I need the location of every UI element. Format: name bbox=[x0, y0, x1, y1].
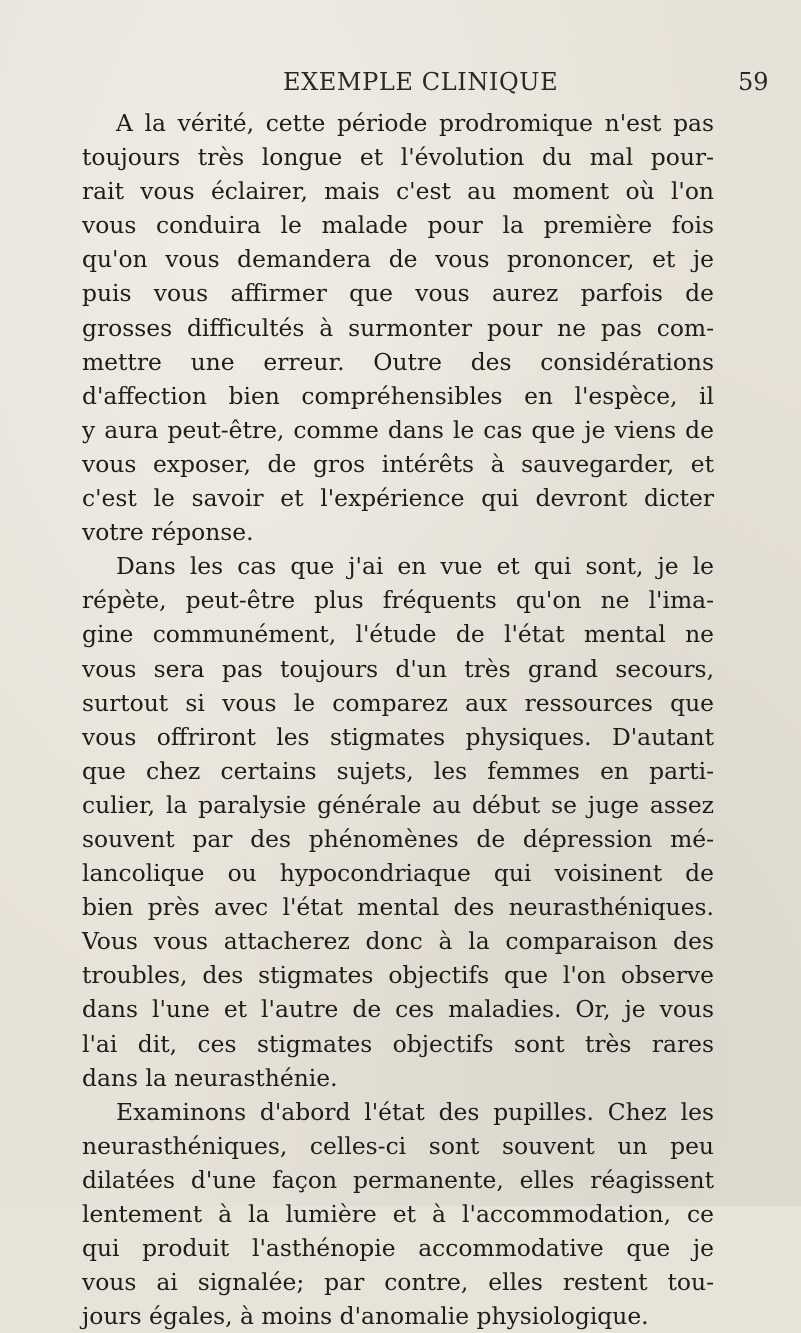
text-line-13: votre réponse. bbox=[82, 518, 254, 547]
text-line-11: vous exposer, de gros intérêts à sauvegarder, et bbox=[82, 449, 714, 478]
text-line-28: l'ai dit, ces stigmates objectifs sont très rares bbox=[82, 1029, 714, 1058]
text-line-24: bien près avec l'état mental des neurasthéniques. bbox=[82, 893, 714, 922]
text-line-18: surtout si vous le comparez aux ressources que bbox=[82, 688, 714, 717]
text-line-17: vous sera pas toujours d'un très grand secours, bbox=[82, 654, 714, 683]
text-line-6: puis vous affirmer que vous aurez parfois de bbox=[82, 279, 714, 308]
text-line-9: d'affection bien compréhensibles en l'espèce, il bbox=[82, 381, 714, 410]
text-line-21: culier, la paralysie générale au début se juge assez bbox=[82, 790, 714, 819]
text-line-4: vous conduira le malade pour la première fois bbox=[82, 211, 714, 240]
text-line-8: mettre une erreur. Outre des considérations bbox=[82, 347, 714, 376]
text-line-33: lentement à la lumière et à l'accommodation, ce bbox=[82, 1200, 714, 1228]
text-line-14: Dans les cas que j'ai en vue et qui sont, je le bbox=[116, 552, 714, 581]
text-line-27: dans l'une et l'autre de ces maladies. Or, je vous bbox=[82, 995, 714, 1024]
text-line-36: jours égales, à moins d'anomalie physiologique. bbox=[82, 1302, 649, 1331]
text-line-26: troubles, des stigmates objectifs que l'on observe bbox=[82, 961, 714, 990]
text-line-5: qu'on vous demandera de vous prononcer, et je bbox=[82, 245, 714, 274]
text-line-25: Vous vous attacherez donc à la comparaison des bbox=[82, 927, 714, 956]
page-number: 59 bbox=[738, 68, 769, 96]
text-line-15: répète, peut-être plus fréquents qu'on ne l'ima- bbox=[82, 586, 714, 615]
running-head bbox=[0, 68, 801, 102]
text-line-16: gine communément, l'étude de l'état mental ne bbox=[82, 620, 714, 649]
body-text bbox=[82, 106, 714, 1333]
text-line-35: vous ai signalée; par contre, elles restent tou- bbox=[82, 1268, 714, 1297]
text-line-31: neurasthéniques, celles-ci sont souvent un peu bbox=[82, 1131, 714, 1160]
text-line-2: toujours très longue et l'évolution du mal pour- bbox=[82, 143, 714, 172]
running-title: EXEMPLE CLINIQUE bbox=[283, 68, 559, 96]
text-line-3: rait vous éclairer, mais c'est au moment où l'on bbox=[82, 177, 714, 206]
text-line-34: qui produit l'asthénopie accommodative que je bbox=[82, 1234, 714, 1263]
text-line-1: A la vérité, cette période prodromique n'est pas bbox=[116, 109, 714, 137]
text-line-32: dilatées d'une façon permanente, elles réagissent bbox=[82, 1165, 714, 1194]
text-line-23: lancolique ou hypocondriaque qui voisinent de bbox=[82, 859, 714, 888]
text-line-30: Examinons d'abord l'état des pupilles. Chez les bbox=[116, 1097, 714, 1126]
text-line-12: c'est le savoir et l'expérience qui devront dicter bbox=[82, 484, 714, 513]
text-line-7: grosses difficultés à surmonter pour ne pas com- bbox=[82, 313, 714, 342]
text-line-20: que chez certains sujets, les femmes en parti- bbox=[82, 756, 714, 785]
text-line-19: vous offriront les stigmates physiques. D'autant bbox=[82, 722, 714, 751]
text-line-10: y aura peut-être, comme dans le cas que je viens de bbox=[82, 415, 714, 444]
text-line-29: dans la neurasthénie. bbox=[82, 1063, 338, 1092]
text-line-22: souvent par des phénomènes de dépression mé- bbox=[82, 824, 714, 853]
